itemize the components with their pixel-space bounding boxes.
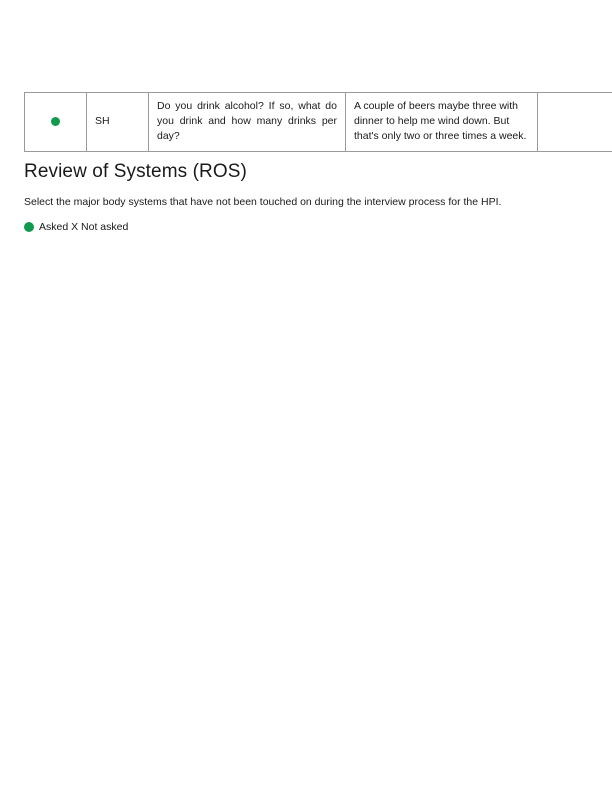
table-body	[25, 93, 612, 152]
row-question-cell: Do you drink alcohol? If so, what do you drink and how many drinks per day?	[149, 93, 346, 152]
green-dot-icon	[24, 222, 34, 232]
row-answer-cell: A couple of beers maybe three with dinner to help me wind down. But that's only two or three times a week.	[346, 93, 538, 152]
page-title: Review of Systems (ROS)	[24, 161, 588, 183]
qa-table-wrapper	[24, 92, 588, 152]
table-row	[25, 93, 612, 152]
legend-label: Asked X Not asked	[39, 221, 128, 233]
section-description: Select the major body systems that have not been touched on during the interview process for the HPI.	[24, 195, 588, 210]
row-status-cell	[25, 93, 87, 152]
row-extra-cell	[538, 93, 612, 152]
green-dot-icon	[51, 117, 60, 126]
interview-questions-table	[24, 92, 612, 152]
row-code-cell: SH	[87, 93, 149, 152]
legend	[24, 221, 588, 233]
document-page	[0, 92, 612, 794]
